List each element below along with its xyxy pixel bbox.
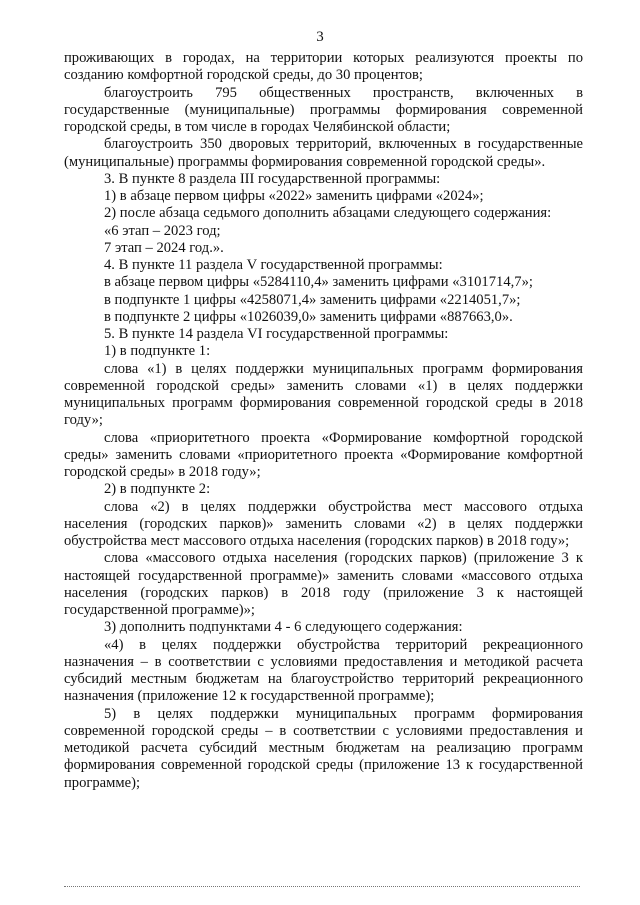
- paragraph: «6 этап – 2023 год;: [104, 222, 221, 239]
- paragraph: 7 этап – 2024 год.».: [104, 239, 224, 256]
- paragraph: 2) в подпункте 2:: [104, 481, 211, 498]
- paragraph: 3) дополнить подпунктами 4 - 6 следующего содержания:: [104, 619, 463, 636]
- paragraph: слова «2) в целях поддержки обустройства мест массового отдыха населения (городских парков)» заменить словами «2) в целях поддержки обустройства мест массового отдыха населения (городских парков) в 2018 году»;: [64, 498, 583, 549]
- paragraph: слова «массового отдыха населения (городских парков) (приложение 3 к настоящей государственной программе)» заменить словами «массового отдыха населения (городских парков) в 2018 году (приложение 3 к настоящей государственной программе)»;: [64, 550, 583, 618]
- paragraph: 1) в подпункте 1:: [104, 343, 211, 360]
- bottom-divider: [64, 886, 580, 887]
- paragraph: в подпункте 2 цифры «1026039,0» заменить цифрами «887663,0».: [104, 308, 513, 325]
- paragraph: в абзаце первом цифры «5284110,4» заменить цифрами «3101714,7»;: [104, 274, 533, 291]
- paragraph: слова «1) в целях поддержки муниципальных программ формирования современной городской среды» заменить словами «1) в целях поддержки муниципальных программ формирования современной городской среды в 2018 году»;: [64, 360, 583, 429]
- paragraph: слова «приоритетного проекта «Формирование комфортной городской среды» заменить словами «приоритетного проекта «Формирование комфортной городской среды» в 2018 году»;: [64, 429, 583, 480]
- paragraph: «4) в целях поддержки обустройства территорий рекреационного назначения – в соответствии с условиями предоставления и методикой расчета субсидий местным бюджетам на благоустройство территорий рекреационного назначения (приложение 12 к государственной программе);: [64, 636, 583, 705]
- paragraph: проживающих в городах, на территории которых реализуются проекты по созданию комфортной городской среды, до 30 процентов;: [64, 50, 583, 84]
- paragraph: в подпункте 1 цифры «4258071,4» заменить цифрами «2214051,7»;: [104, 291, 521, 308]
- page-number: 3: [316, 29, 324, 45]
- paragraph: 1) в абзаце первом цифры «2022» заменить цифрами «2024»;: [104, 188, 484, 204]
- document-body: [64, 50, 583, 792]
- paragraph: 4. В пункте 11 раздела V государственной программы:: [104, 257, 443, 273]
- paragraph: 3. В пункте 8 раздела III государственной программы:: [104, 170, 441, 187]
- paragraph: 2) после абзаца седьмого дополнить абзацами следующего содержания:: [104, 205, 552, 222]
- paragraph: 5) в целях поддержки муниципальных программ формирования современной городской среды – в соответствии с условиями предоставления и методикой расчета субсидий местным бюджетам на реализацию программ формирования современной городской среды (приложение 13 к государственной программе);: [64, 705, 583, 791]
- paragraph: благоустроить 350 дворовых территорий, включенных в государственные (муниципальные) программы формирования современной городской среды».: [64, 136, 583, 170]
- paragraph: 5. В пункте 14 раздела VI государственной программы:: [104, 326, 449, 342]
- paragraph: благоустроить 795 общественных пространств, включенных в государственные (муниципальные) программы формирования современной городской среды, в том числе в городах Челябинской области;: [64, 84, 583, 135]
